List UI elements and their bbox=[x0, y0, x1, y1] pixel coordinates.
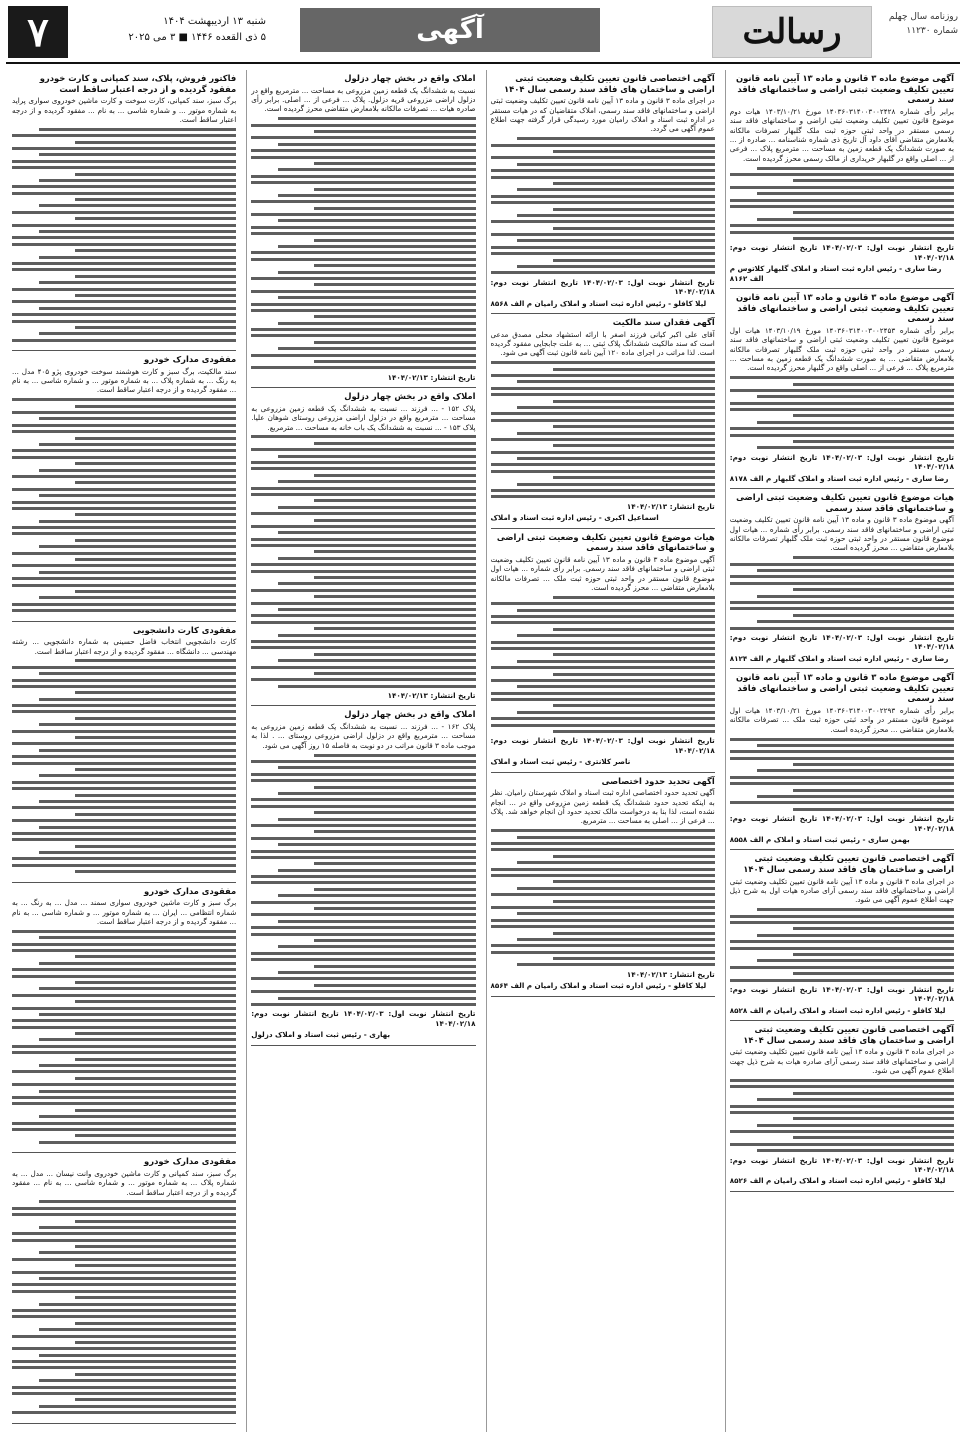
notice-body: در اجرای ماده ۳ قانون و ماده ۱۳ آیین نامه قانون تعیین تکلیف وضعیت ثبتی اراضی و ساختمانهای فاقد سند رسمی، املاک متقاضیان که در هیات مستقر در اداره ثبت اسناد و املاک رامیان مورد رسیدگی قرار گرفته جهت اطلاع عموم آگهی می گردد. bbox=[490, 96, 715, 134]
notice-body: آگهی تحدید حدود اختصاصی اداره ثبت اسناد و املاک شهرستان رامیان. نظر به اینکه تحدید حدود ششدانگ یک قطعه زمین مزروعی واقع در ... انجام نشده است، لذا بنا به درخواست مالک تحدید حدود آن انجام خواهد شد. پلاک ... فرعی از ... اصلی به مساحت ... مترمربع. bbox=[490, 788, 715, 826]
notice-title: املاک واقع در بخش چهار دزلول bbox=[344, 391, 476, 402]
notice-title: مفقودی مدارک خودرو bbox=[144, 885, 237, 896]
notice-body: برگ سبز و کارت ماشین خودروی سواری سمند ... مدل ... به رنگ ... به شماره انتظامی ... ایران ... به شماره موتور ... و شماره شاسی ... به نام ... مفقود گردیده و از درجه اعتبار ساقط است. bbox=[12, 898, 237, 927]
notice-title: آگهی موضوع ماده ۳ قانون و ماده ۱۳ آیین نامه قانون تعیین تکلیف وضعیت ثبتی اراضی و ساختمانهای فاقد سند رسمی bbox=[735, 73, 954, 105]
masthead-rule bbox=[6, 62, 960, 64]
notice bbox=[491, 773, 715, 997]
notice-date: تاریخ انتشار: ۱۴۰۴/۰۲/۱۳ bbox=[626, 501, 715, 511]
notice-signature: لیلا کافلو - رئیس اداره ثبت اسناد و املاک رامیان م الف ۸۵۶۸ bbox=[490, 298, 707, 308]
notice-title: مفقودی کارت دانشجویی bbox=[132, 624, 237, 635]
notice-body: برابر رأی شماره ۱۴۰۳۶۰۳۱۴۰۰۳۰۰۲۴۲۸ مورخ ۱۴۰۳/۱۰/۲۱ هیات دوم موضوع قانون تعیین تکلیف وضعیت ثبتی اراضی و ساختمانهای فاقد سند رسمی مستقر در واحد ثبتی حوزه ثبت ملک گلبهار تصرفات مالکانه بلامعارض متقاضی آقای داود آل تاریخ ذی شماره شناسنامه ... صادره از ... به صورت ششدانگ یک قطعه زمین به مساحت ... مترمربع پلاک ... فرعی از ... اصلی واقع در گلبهار خریداری از مالک رسمی محرز گردیده است. bbox=[729, 106, 955, 163]
strap-year: روزنامه سال چهلم bbox=[888, 12, 958, 22]
notice bbox=[12, 622, 236, 883]
notice bbox=[491, 529, 715, 773]
notice-text-lines bbox=[730, 738, 954, 811]
notice-title: آگهی فقدان سند مالکیت bbox=[612, 317, 715, 328]
notice-date: تاریخ انتشار نوبت اول: ۱۴۰۴/۰۲/۰۳ تاریخ انتشار نوبت دوم: ۱۴۰۴/۰۲/۱۸ bbox=[729, 632, 954, 652]
notice bbox=[12, 351, 236, 621]
notice-title: املاک واقع در بخش چهار دزلول bbox=[344, 73, 476, 83]
issue-block bbox=[8, 6, 268, 58]
notice-text-lines bbox=[491, 829, 715, 966]
notice-text-lines bbox=[491, 596, 715, 733]
notice bbox=[730, 289, 954, 489]
brand-meta bbox=[876, 10, 958, 38]
strap-issue: شماره ۱۱۲۳۰ bbox=[906, 26, 958, 36]
notice-date: تاریخ انتشار نوبت اول: ۱۴۰۴/۰۲/۰۳ تاریخ انتشار نوبت دوم: ۱۴۰۴/۰۲/۱۸ bbox=[729, 984, 954, 1004]
notice-text-lines bbox=[251, 435, 475, 687]
page-number: ۷ bbox=[8, 6, 68, 58]
notice-text-lines bbox=[491, 137, 715, 274]
column-2 bbox=[486, 70, 719, 1432]
notice-signature: لیلا کافلو - رئیس اداره ثبت اسناد و املاک رامیان م الف ۸۵۶۴ bbox=[490, 981, 707, 991]
notice-title: مفقودی مدارک خودرو bbox=[144, 354, 237, 365]
notice-body: پلاک ۱۶۲ - ... فرزند ... نسبت به ششدانگ یک قطعه زمین مزروعی به مساحت ... مترمربع واقع در دزلول اراضی مزروعی روستای ... . لذا به موجب ماده ۳ قانون مراتب در دو نوبت به فاصله ۱۵ روز آگهی می شود. bbox=[251, 722, 476, 750]
date-shamsi: شنبه ۱۳ اردیبهشت ۱۴۰۴ bbox=[163, 16, 266, 27]
notice-title: آگهی موضوع ماده ۳ قانون و ماده ۱۳ آیین نامه قانون تعیین تکلیف وضعیت ثبتی اراضی و ساختمانهای فاقد سند رسمی bbox=[735, 291, 954, 324]
notice bbox=[251, 70, 475, 388]
notice bbox=[730, 70, 954, 289]
notice-body: در اجرای ماده ۳ قانون و ماده ۱۳ آیین نامه قانون تعیین تکلیف وضعیت ثبتی اراضی و ساختمانهای فاقد سند رسمی آرای صادره هیات به شرح ذیل جهت اطلاع عموم آگهی می شود. bbox=[729, 1047, 954, 1076]
notice-text-lines bbox=[730, 376, 954, 449]
notice-date: تاریخ انتشار نوبت اول: ۱۴۰۴/۰۲/۰۳ تاریخ انتشار نوبت دوم: ۱۴۰۴/۰۲/۱۸ bbox=[490, 277, 715, 297]
notice-title: آگهی اختصاصی قانون تعیین تکلیف وضعیت ثبتی اراضی و ساختمان های فاقد سند رسمی سال ۱۴۰۴ bbox=[743, 853, 954, 875]
notice-text-lines bbox=[730, 1079, 954, 1152]
notice-body: سند مالکیت، برگ سبز و کارت هوشمند سوخت خودروی پژو ۴۰۵ مدل ... به رنگ ... به شماره پلاک ... به شماره موتور ... و شماره شاسی ... به نام ... مفقود گردیده و از درجه اعتبار ساقط است. bbox=[12, 366, 237, 395]
notice-body: برابر رأی شماره ۱۴۰۳۶۰۳۱۴۰۰۳۰۰۲۴۵۳ مورخ ۱۴۰۳/۱۰/۱۹ هیات اول موضوع قانون تعیین تکلیف وضعیت ثبتی اراضی و ساختمانهای فاقد سند رسمی مستقر در واحد ثبتی حوزه ثبت ملک گلبهار تصرفات مالکانه بلامعارض متقاضی ... به صورت ششدانگ یک قطعه زمین به مساحت ... مترمربع پلاک ... فرعی از ... اصلی واقع در گلبهار محرز گردیده است. bbox=[729, 325, 954, 373]
notice-title: مفقودی مدارک خودرو bbox=[144, 1156, 237, 1167]
masthead bbox=[0, 0, 966, 68]
notice-body: برگ سبز، سند کمپانی، کارت سوخت و کارت ماشین خودروی سواری پراید به شماره موتور ... و شماره شاسی ... به نام ... مفقود گردیده و از درجه اعتبار ساقط است. bbox=[12, 96, 237, 124]
notice bbox=[491, 70, 715, 314]
notice-body: کارت دانشجویی انتخاب فاضل حسینی به شماره دانشجویی ... رشته مهندسی ... دانشگاه ... مفقود گردیده و از درجه اعتبار ساقط است. bbox=[12, 637, 237, 656]
notice-title: آگهی تحدید حدود اختصاصی bbox=[601, 775, 715, 786]
notice-signature: لیلا کافلو - رئیس اداره ثبت اسناد و املاک رامیان م الف ۸۵۲۸ bbox=[729, 1005, 946, 1015]
notice-body: در اجرای ماده ۳ قانون و ماده ۱۳ آیین نامه قانون تعیین تکلیف وضعیت ثبتی اراضی و ساختمانهای فاقد سند رسمی آرای صادره هیات اول به شرح ذیل جهت اطلاع عموم آگهی می شود. bbox=[729, 876, 954, 905]
brand-block bbox=[710, 6, 958, 58]
column-1 bbox=[725, 70, 958, 1432]
notice-body: نسبت به ششدانگ یک قطعه زمین مزروعی به مساحت ... مترمربع واقع در دزلول اراضی مزروعی قریه دزلول. پلاک ... فرعی از ... اصلی. برابر رأی صادره هیات ... تصرفات مالکانه بلامعارض متقاضی محرز گردیده است. bbox=[251, 85, 476, 114]
notice-body: آگهی موضوع ماده ۳ قانون و ماده ۱۳ آیین نامه قانون تعیین تکلیف وضعیت ثبتی اراضی و ساختمانهای فاقد سند رسمی. برابر رأی شماره ... هیات اول موضوع قانون مستقر در واحد ثبتی حوزه ثبت ملک گلبهار تصرفات مالکانه بلامعارض متقاضی ... محرز گردیده است. bbox=[729, 515, 954, 553]
notice-body: برگ سبز، سند کمپانی و کارت ماشین خودروی وانت نیسان ... مدل ... به شماره پلاک ... به شماره موتور ... و شماره شاسی ... به نام ... مفقود گردیده و از درجه اعتبار ساقط است. bbox=[12, 1168, 237, 1197]
column-3 bbox=[246, 70, 479, 1432]
notice-body: پلاک ۱۵۲ - ... فرزند ... نسبت به ششدانگ یک قطعه زمین مزروعی به مساحت ... مترمربع واقع در دزلول اراضی مزروعی روستای شوهان علیا. پلاک ۱۵۳ - ... نسبت به ششدانگ یک باب خانه به مساحت ... مترمربع. bbox=[251, 403, 476, 432]
notice bbox=[730, 1021, 954, 1192]
notice bbox=[730, 850, 954, 1021]
notice-text-lines bbox=[251, 754, 475, 1006]
notice-body: آقای علی اکبر کیانی فرزند اصغر با ارائه استشهاد محلی مصدق مدعی است که سند مالکیت ششدانگ پلاک ثبتی ... به علت جابجایی مفقود گردیده است. لذا مراتب در اجرای ماده ۱۲۰ آیین نامه قانون ثبت آگهی می شود. bbox=[490, 329, 715, 358]
notice-date: تاریخ انتشار نوبت اول: ۱۴۰۴/۰۲/۰۳ تاریخ انتشار نوبت دوم: ۱۴۰۴/۰۲/۱۸ bbox=[729, 814, 954, 833]
notice-signature: بهمن ساری - رئیس ثبت اسناد و املاک م الف ۸۵۵۸ bbox=[729, 835, 910, 845]
notice bbox=[12, 883, 236, 1153]
notice-text-lines bbox=[730, 556, 954, 629]
notice-date: تاریخ انتشار: ۱۴۰۴/۰۲/۱۳ bbox=[387, 372, 476, 382]
notice-date: تاریخ انتشار نوبت اول: ۱۴۰۴/۰۲/۰۳ تاریخ انتشار نوبت دوم: ۱۴۰۴/۰۲/۱۸ bbox=[251, 1009, 476, 1028]
notice-date: تاریخ انتشار: ۱۴۰۴/۰۲/۱۳ bbox=[387, 691, 476, 701]
notice-title: هیات موضوع قانون تعیین تکلیف وضعیت ثبتی اراضی و ساختمانهای فاقد سند رسمی bbox=[496, 531, 715, 553]
notice-date: تاریخ انتشار نوبت اول: ۱۴۰۴/۰۲/۰۳ تاریخ انتشار نوبت دوم: ۱۴۰۴/۰۲/۱۸ bbox=[729, 1155, 954, 1175]
notice-date: تاریخ انتشار نوبت اول: ۱۴۰۴/۰۲/۰۳ تاریخ انتشار نوبت دوم: ۱۴۰۴/۰۲/۱۸ bbox=[490, 736, 715, 755]
notice-signature: لیلا کافلو - رئیس اداره ثبت اسناد و املاک رامیان م الف ۸۵۲۶ bbox=[729, 1176, 946, 1186]
notice-text-lines bbox=[12, 128, 236, 342]
notice-text-lines bbox=[491, 361, 715, 498]
notice-text-lines bbox=[730, 167, 954, 240]
notice-signature: رضا ساری - رئیس اداره ثبت اسناد و املاک گلبهار م الف ۸۱۷۸ bbox=[729, 473, 949, 483]
notice-columns bbox=[8, 70, 958, 1432]
notice-text-lines bbox=[12, 930, 236, 1144]
notice-title: آگهی اختصاصی قانون تعیین تکلیف وضعیت ثبتی اراضی و ساختمان های فاقد سند رسمی سال ۱۴۰۴ bbox=[504, 73, 715, 94]
notice-text-lines bbox=[730, 908, 954, 981]
notice bbox=[730, 489, 954, 669]
notice-text-lines bbox=[12, 398, 236, 612]
notice-title: فاکتور فروش، پلاک، سند کمپانی و کارت خودرو مفقود گردیده و از درجه اعتبار ساقط است bbox=[39, 73, 237, 94]
notice-date: تاریخ انتشار نوبت اول: ۱۴۰۴/۰۲/۰۳ تاریخ انتشار نوبت دوم: ۱۴۰۴/۰۲/۱۸ bbox=[729, 243, 954, 262]
notice-text-lines bbox=[12, 659, 236, 873]
notice-signature: رضا ساری - رئیس اداره ثبت اسناد و املاک گلبهار کلاتوس م الف ۸۱۶۲ bbox=[729, 264, 942, 283]
column-4 bbox=[8, 70, 240, 1432]
notice bbox=[251, 388, 475, 706]
notice bbox=[12, 1153, 236, 1423]
notice-title: آگهی اختصاصی قانون تعیین تکلیف وضعیت ثبتی اراضی و ساختمان های فاقد سند رسمی سال ۱۴۰۴ bbox=[743, 1024, 954, 1045]
notice-text-lines bbox=[12, 1200, 236, 1414]
notice-date: تاریخ انتشار نوبت اول: ۱۴۰۴/۰۲/۰۳ تاریخ انتشار نوبت دوم: ۱۴۰۴/۰۲/۱۸ bbox=[729, 452, 954, 472]
notice-date: تاریخ انتشار: ۱۴۰۴/۰۲/۱۳ bbox=[626, 969, 715, 979]
notice-signature: اسماعیل اکبری - رئیس اداره ثبت اسناد و املاک bbox=[490, 513, 659, 523]
notice-signature: رضا ساری - رئیس اداره ثبت اسناد و املاک گلبهار م الف ۸۱۲۴ bbox=[729, 653, 949, 663]
section-title: آگهی bbox=[300, 8, 600, 52]
notice bbox=[730, 669, 954, 850]
notice-signature: ناصر کلانتری - رئیس ثبت اسناد و املاک bbox=[490, 757, 631, 767]
notice-title: هیات موضوع قانون تعیین تکلیف وضعیت ثبتی اراضی و ساختمانهای فاقد سند رسمی bbox=[736, 492, 954, 513]
newspaper-logo: رسالت bbox=[712, 6, 872, 58]
date-other: ۵ ذی القعده ۱۴۴۶ ■ ۳ می ۲۰۲۵ bbox=[128, 32, 266, 43]
notice-title: آگهی موضوع ماده ۳ قانون و ماده ۱۳ آیین نامه قانون تعیین تکلیف وضعیت ثبتی اراضی و ساختمانهای فاقد سند رسمی bbox=[735, 672, 954, 704]
notice bbox=[12, 70, 236, 351]
notice-body: برابر رأی شماره ۱۴۰۳۶۰۳۱۴۰۰۳۰۰۲۲۹۳ مورخ ۱۴۰۳/۱۰/۲۱ هیات اول موضوع قانون مستقر در واحد ثبتی حوزه ثبت ملک ... تصرفات مالکانه بلامعارض متقاضی ... محرز گردیده است. bbox=[729, 705, 954, 734]
notice bbox=[251, 706, 475, 1045]
notice-text-lines bbox=[251, 117, 475, 369]
notice-signature: بهاری - رئیس ثبت اسناد و املاک دزلول bbox=[251, 1030, 391, 1040]
notice bbox=[491, 314, 715, 529]
issue-dates bbox=[76, 14, 266, 46]
notice-title: املاک واقع در بخش چهار دزلول bbox=[344, 709, 476, 720]
notice-body: آگهی موضوع ماده ۳ قانون و ماده ۱۳ آیین نامه قانون تعیین تکلیف وضعیت ثبتی اراضی و ساختمانهای فاقد سند رسمی. برابر رأی شماره ... هیات اول موضوع قانون مستقر در واحد ثبتی حوزه ثبت ملک ... تصرفات مالکانه بلامعارض متقاضی ... محرز گردیده است. bbox=[490, 554, 715, 593]
